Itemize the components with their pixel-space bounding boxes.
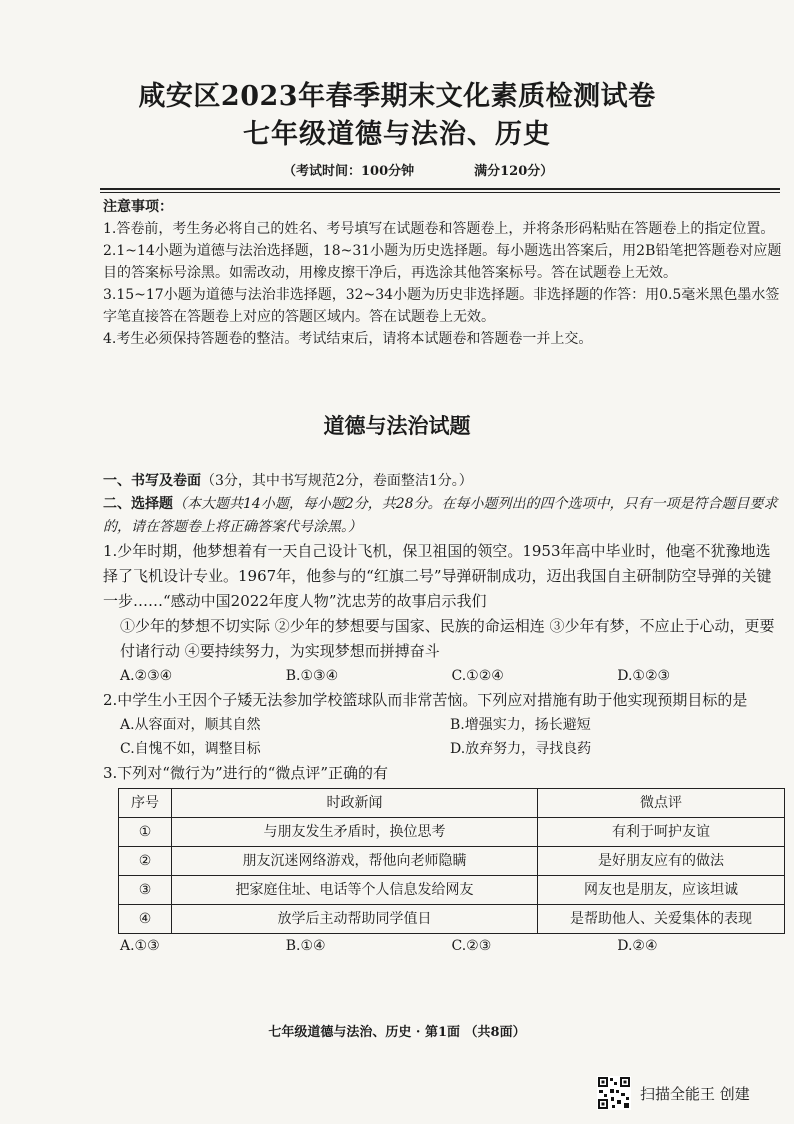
page-footer: 七年级道德与法治、历史 · 第1面 （共8面） bbox=[268, 1025, 526, 1040]
question-2-stem: 2.中学生小王因个子矮无法参加学校篮球队而非常苦恼。下列应对措施有助于他实现预期目标的是 bbox=[103, 691, 748, 709]
exam-info bbox=[283, 160, 613, 179]
option-c: C.自愧不如，调整目标 bbox=[120, 741, 261, 757]
table-cell: ② bbox=[119, 847, 172, 876]
table-header: 序号 bbox=[119, 789, 172, 818]
question-2-options bbox=[103, 737, 783, 761]
note-item: 1.答卷前，考生务必将自己的姓名、考号填写在试题卷和答题卷上，并将条形码粘贴在答题卷上的指定位置。 bbox=[103, 221, 775, 237]
option-c: C.①②④ bbox=[451, 668, 504, 684]
qr-code-icon bbox=[597, 1076, 631, 1110]
part1-text: （3分，其中书写规范2分，卷面整洁1分。） bbox=[201, 473, 473, 489]
exam-subtitle: 七年级道德与法治、历史 bbox=[243, 119, 551, 150]
table-cell: 网友也是朋友，应该坦诚 bbox=[538, 876, 785, 905]
option-b: B.①③④ bbox=[285, 668, 339, 684]
exam-title: 咸安区2023年春季期末文化素质检测试卷 bbox=[138, 81, 656, 112]
table-cell: 是帮助他人、关爱集体的表现 bbox=[538, 905, 785, 934]
part1-instruction bbox=[103, 470, 783, 493]
table-cell: ③ bbox=[119, 876, 172, 905]
option-a: A.①③ bbox=[120, 938, 160, 954]
table-row bbox=[119, 905, 785, 934]
note-item: 4.考生必须保持答题卷的整洁。考试结束后，请将本试题卷和答题卷一并上交。 bbox=[103, 331, 593, 347]
divider-rule bbox=[100, 192, 780, 193]
questions bbox=[103, 470, 783, 958]
table-cell: 与朋友发生矛盾时，换位思考 bbox=[172, 818, 538, 847]
exam-time: （考试时间：100分钟 bbox=[283, 164, 415, 179]
option-d: D.①②③ bbox=[617, 668, 671, 684]
option-a: A.从容面对，顺其自然 bbox=[120, 717, 261, 733]
notes-section bbox=[103, 196, 783, 350]
section-title: 道德与法治试题 bbox=[323, 413, 471, 438]
option-a: A.②③④ bbox=[120, 668, 173, 684]
question-3-table bbox=[118, 788, 785, 934]
table-row bbox=[119, 818, 785, 847]
note-item: 3.15~17小题为道德与法治非选择题，32~34小题为历史非选择题。非选择题的作答：用0.5毫米黑色墨水签字笔直接答在答题卷上对应的答题区域内。答在试题卷上无效。 bbox=[103, 287, 780, 325]
table-row bbox=[119, 847, 785, 876]
table-cell: ① bbox=[119, 818, 172, 847]
question-1-statements: ①少年的梦想不切实际 ②少年的梦想要与国家、民族的命运相连 ③少年有梦，不应止于心动，更要付诸行动 ④要持续努力，为实现梦想而拼搏奋斗 bbox=[120, 617, 775, 660]
part1-label: 一、书写及卷面 bbox=[103, 473, 201, 489]
table-cell: 是好朋友应有的做法 bbox=[538, 847, 785, 876]
table-header: 微点评 bbox=[538, 789, 785, 818]
table-cell: 朋友沉迷网络游戏，帮他向老师隐瞒 bbox=[172, 847, 538, 876]
notes-heading: 注意事项： bbox=[103, 199, 173, 215]
table-cell: ④ bbox=[119, 905, 172, 934]
scanner-watermark: 扫描全能王 创建 bbox=[640, 1085, 750, 1103]
table-header: 时政新闻 bbox=[172, 789, 538, 818]
option-d: D.放弃努力，寻找良药 bbox=[450, 741, 592, 757]
option-b: B.增强实力，扬长避短 bbox=[450, 717, 591, 733]
option-b: B.①④ bbox=[285, 938, 326, 954]
table-row bbox=[119, 876, 785, 905]
question-3-options bbox=[103, 934, 783, 958]
part2-text: （本大题共14小题，每小题2分，共28分。在每小题列出的四个选项中，只有一项是符合题目要求的，请在答题卷上将正确答案代号涂黑。） bbox=[103, 496, 778, 535]
table-header-row bbox=[119, 789, 785, 818]
divider-rule bbox=[100, 188, 780, 190]
question-1-options bbox=[103, 664, 783, 688]
part2-instruction bbox=[103, 493, 783, 539]
option-d: D.②④ bbox=[617, 938, 658, 954]
question-1-stem: 1.少年时期，他梦想着有一天自己设计飞机，保卫祖国的领空。1953年高中毕业时，他毫不犹豫地选择了飞机设计专业。1967年，他参与的“红旗二号”导弹研制成功，迈出我国自主研制防空导弹的关键一步……“感动中国2022年度人物”沈忠芳的故事启示我们 bbox=[103, 542, 772, 610]
question-3-stem: 3.下列对“微行为”进行的“微点评”正确的有 bbox=[103, 764, 388, 782]
note-item: 2.1~14小题为道德与法治选择题，18~31小题为历史选择题。每小题选出答案后，用2B铅笔把答题卷对应题目的答案标号涂黑。如需改动，用橡皮擦干净后，再选涂其他答案标号。答在试题卷上无效。 bbox=[103, 243, 782, 281]
part2-label: 二、选择题 bbox=[103, 496, 173, 512]
option-c: C.②③ bbox=[451, 938, 492, 954]
question-2-options bbox=[103, 713, 783, 737]
table-cell: 有利于呵护友谊 bbox=[538, 818, 785, 847]
table-cell: 把家庭住址、电话等个人信息发给网友 bbox=[172, 876, 538, 905]
table-cell: 放学后主动帮助同学值日 bbox=[172, 905, 538, 934]
full-score: 满分120分） bbox=[474, 164, 554, 179]
